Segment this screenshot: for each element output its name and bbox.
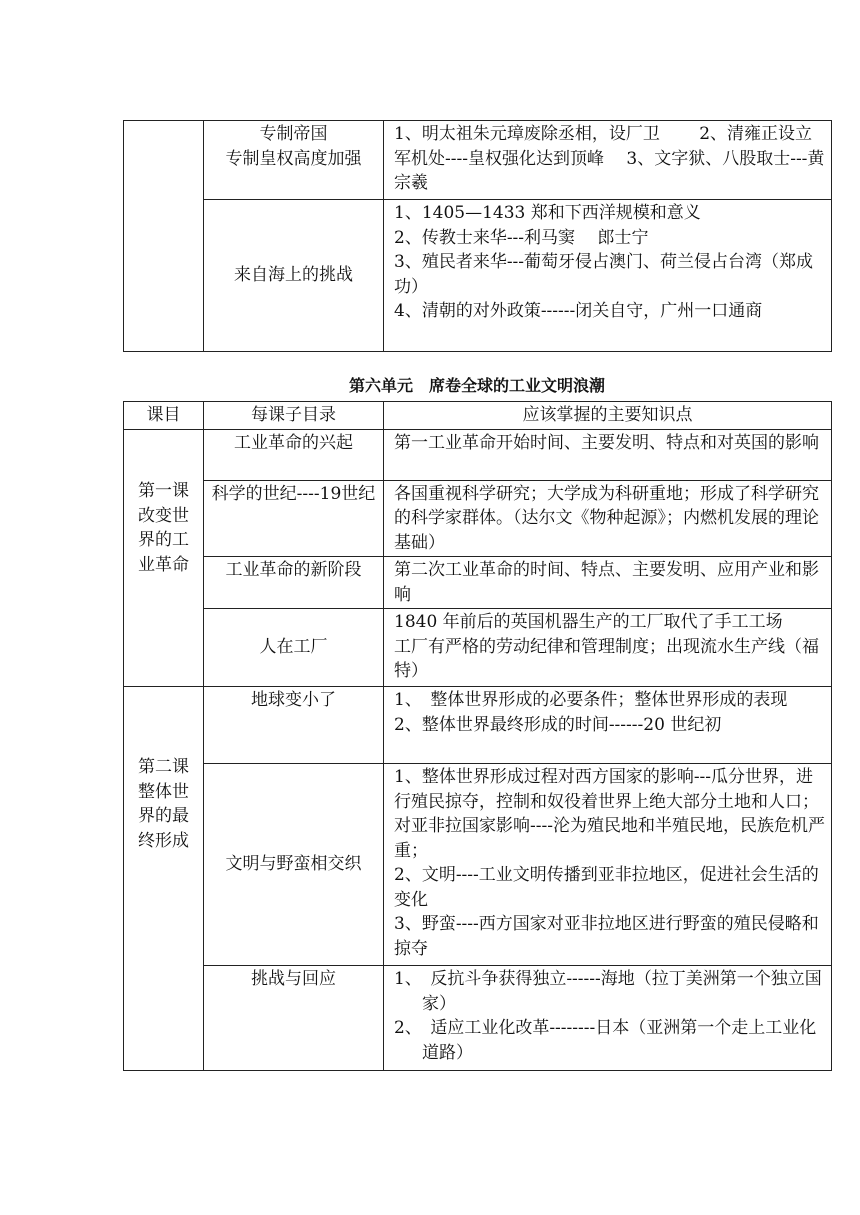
content-line: 各国重视科学研究；大学成为科研重地；形成了科学研究的科学家群体。（达尔文《物种起源》；内燃机发展的理论基础）	[394, 483, 819, 553]
content-cell	[384, 429, 832, 480]
table-row	[124, 966, 832, 1071]
table-row	[124, 121, 832, 200]
subtopic-cell	[204, 121, 384, 200]
subtopic-line: 专制帝国	[259, 124, 328, 144]
content-line: 4、清朝的对外政策------闭关自守，广州一口通商	[394, 301, 763, 321]
table-row	[124, 557, 832, 609]
content-line: 1840 年前后的英国机器生产的工厂取代了手工工场	[394, 612, 783, 632]
subtopic-cell: 人在工厂	[204, 609, 384, 687]
content-line: 第二次工业革命的时间、特点、主要发明、应用产业和影响	[394, 560, 819, 605]
lesson-name-line: 第一课	[138, 481, 189, 502]
table-row	[124, 200, 832, 352]
content-line: 2、文明----工业文明传播到亚非拉地区，促进社会生活的变化	[394, 865, 819, 910]
content-cell	[384, 121, 832, 200]
lesson-cell-empty	[124, 121, 204, 352]
content-line: 2、整体世界最终形成的时间------20 世纪初	[394, 714, 722, 735]
content-cell	[384, 557, 832, 609]
lesson-name-line: 终形成	[138, 830, 189, 851]
content-line: 工厂有严格的劳动纪律和管理制度；出现流水生产线（福特）	[394, 636, 819, 681]
subtopic-cell	[204, 200, 384, 352]
content-cell	[384, 764, 832, 966]
subtopic-cell: 工业革命的新阶段	[204, 557, 384, 609]
table-unit6	[123, 401, 832, 1071]
lesson-name-cell	[124, 429, 204, 687]
subtopic-cell: 文明与野蛮相交织	[204, 764, 384, 966]
subtopic-cell: 挑战与回应	[204, 966, 384, 1071]
content-cell	[384, 200, 832, 352]
lesson-name-line: 第二课	[138, 757, 189, 777]
table-unit5-continued	[123, 120, 832, 352]
subtopic-cell: 地球变小了	[204, 687, 384, 764]
content-line: 第一工业革命开始时间、主要发明、特点和对英国的影响	[394, 432, 819, 453]
content-line: 1、整体世界形成过程对西方国家的影响---瓜分世界，进行殖民掠夺，控制和奴役着世界上绝大部分土地和人口；对亚非拉国家影响----沦为殖民地和半殖民地，民族危机严重；	[394, 767, 825, 861]
table-row	[124, 480, 832, 557]
lesson-name-line: 界的工	[138, 530, 189, 551]
content-line: 2、传教士来华---利马窦 郎士宁	[394, 227, 649, 248]
subtopic-line: 专制皇权高度加强	[225, 148, 362, 169]
subtopic-cell: 科学的世纪----19世纪	[204, 480, 384, 557]
content-line: 1、1405—1433 郑和下西洋规模和意义	[394, 203, 701, 223]
lesson-name-line: 整体世	[138, 781, 189, 802]
content-cell	[384, 480, 832, 557]
subtopic-line: 来自海上的挑战	[234, 265, 353, 286]
table-row	[124, 764, 832, 966]
content-line: 2、 适应工业化改革--------日本（亚洲第一个走上工业化道路）	[394, 1018, 817, 1063]
column-header-knowledge: 应该掌握的主要知识点	[384, 402, 832, 430]
content-cell	[384, 687, 832, 764]
content-line: 1、 反抗斗争获得独立------海地（拉丁美洲第一个独立国家）	[394, 969, 822, 1014]
subtopic-cell: 工业革命的兴起	[204, 429, 384, 480]
column-header-subtopic: 每课子目录	[204, 402, 384, 430]
table-row	[124, 609, 832, 687]
table-row	[124, 687, 832, 764]
lesson-name-line: 界的最	[138, 806, 189, 826]
column-header-lesson: 课目	[124, 402, 204, 430]
content-cell	[384, 966, 832, 1071]
table-header-row	[124, 402, 832, 430]
content-cell	[384, 609, 832, 687]
lesson-name-cell	[124, 687, 204, 1071]
content-line: 3、野蛮----西方国家对亚非拉地区进行野蛮的殖民侵略和掠夺	[394, 914, 819, 959]
unit-title: 第六单元 席卷全球的工业文明浪潮	[348, 376, 605, 395]
content-line: 1、 整体世界形成的必要条件；整体世界形成的表现	[394, 690, 788, 710]
content-line: 1、明太祖朱元璋废除丞相，设厂卫 2、清雍正设立军机处----皇权强化达到顶峰 3、文字狱、八股取士---黄宗羲	[394, 124, 825, 193]
content-line: 3、殖民者来华---葡萄牙侵占澳门、荷兰侵占台湾（郑成功）	[394, 252, 814, 297]
table-row	[124, 429, 832, 480]
lesson-name-line: 业革命	[138, 554, 189, 575]
lesson-name-line: 改变世	[138, 505, 189, 526]
